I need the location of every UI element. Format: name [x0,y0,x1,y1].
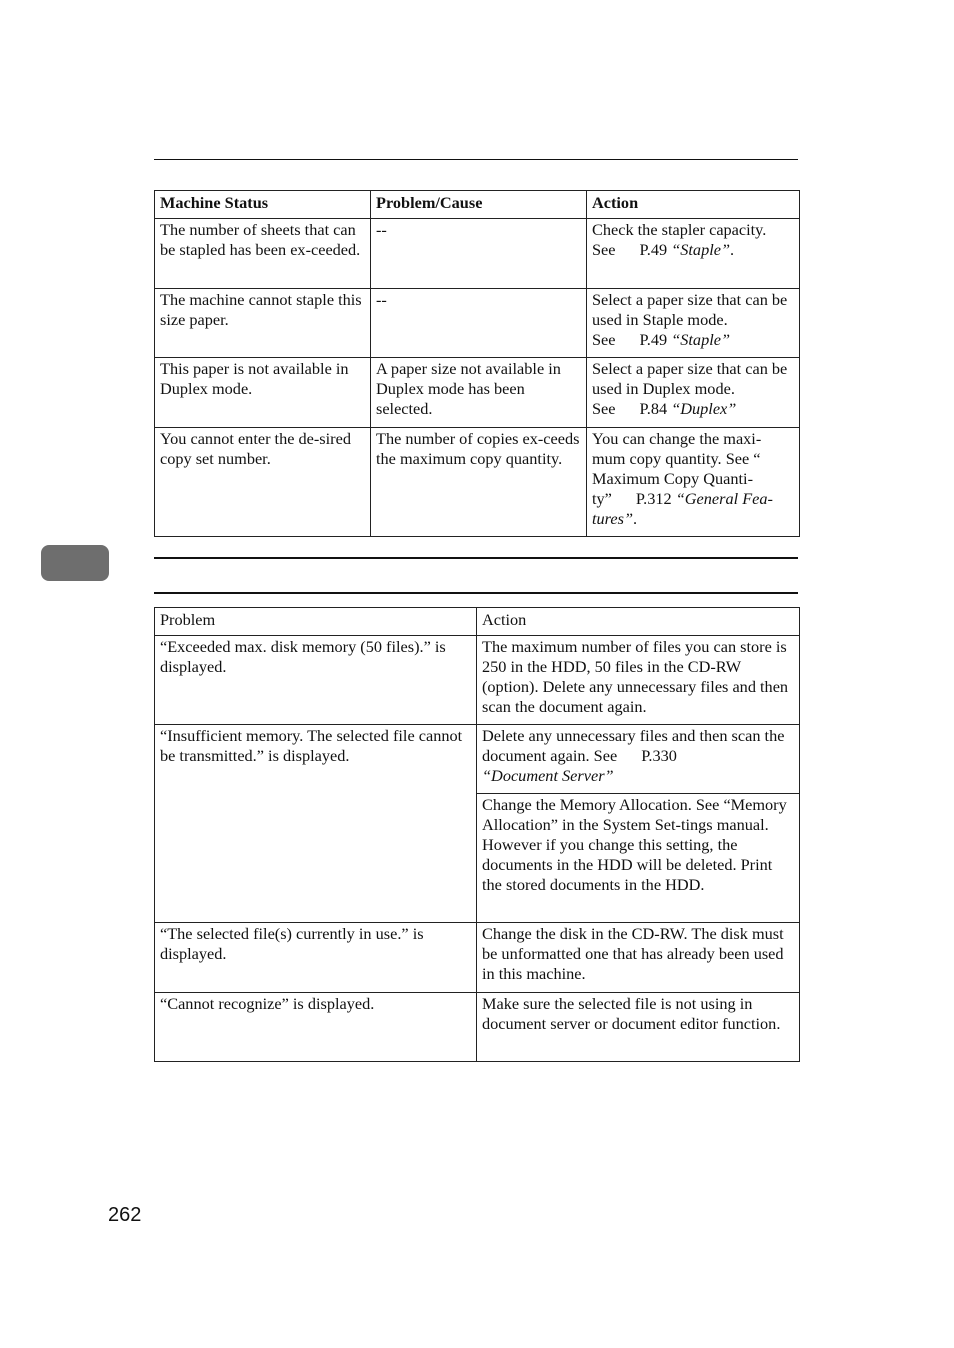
action-text: Check the stapler capacity. See [592,220,767,259]
page-reference: P.84 [639,399,668,418]
problem-cell: “Insufficient memory. The selected file cannot be transmitted.” is displayed. [155,725,477,923]
table-header-row [155,191,800,219]
column-header-problem-cause: Problem/Cause [371,191,587,219]
column-header-problem: Problem [155,608,477,636]
page-reference: P.49 [639,330,668,349]
action-text: Delete any unnecessary files and then scan the document again. See [482,726,785,765]
action-text: Select a paper size that can be used in Staple mode. See [592,290,788,349]
problem-cell: “The selected file(s) currently in use.” is displayed. [155,923,477,993]
page-reference: P.312 [635,489,672,508]
reference-title: “Staple” [671,240,731,259]
reference-title: “Staple” [671,330,731,349]
problem-cause-cell: The number of copies ex-ceeds the maximum copy quantity. [371,428,587,537]
reference-suffix: . [633,509,638,528]
problem-cause-cell: A paper size not available in Duplex mode has been selected. [371,358,587,428]
action-cell [587,289,800,358]
action-cell: Change the disk in the CD-RW. The disk must be unformatted one that has already been used in this machine. [477,923,800,993]
section-rule-bottom [154,592,798,594]
table-row [155,725,800,794]
table-row [155,289,800,358]
table-row [155,428,800,537]
table-row [155,993,800,1062]
action-cell: Make sure the selected file is not using in document server or document editor function. [477,993,800,1062]
problem-cell: “Cannot recognize” is displayed. [155,993,477,1062]
page-reference: P.49 [639,240,668,259]
table-row [155,358,800,428]
table-row [155,219,800,289]
machine-status-cell: The number of sheets that can be stapled has been ex-ceeded. [155,219,371,289]
table-row [155,636,800,725]
header-rule [154,159,798,160]
table-row [155,923,800,993]
table-header-row [155,608,800,636]
machine-status-table [154,190,800,537]
chapter-tab-marker [41,545,109,581]
problem-cause-cell: -- [371,219,587,289]
machine-status-cell: This paper is not available in Duplex mode. [155,358,371,428]
section-rule-top [154,557,798,559]
machine-status-cell: You cannot enter the de-sired copy set number. [155,428,371,537]
action-text: You can change the maxi-mum copy quantity. See “ Maximum Copy Quanti-ty” [592,429,762,508]
action-text: Select a paper size that can be used in Duplex mode. See [592,359,788,418]
action-cell: The maximum number of files you can store is 250 in the HDD, 50 files in the CD-RW (option). Delete any unnecessary files and then scan the document again. [477,636,800,725]
page-number: 262 [108,1204,142,1226]
action-cell [477,725,800,794]
action-cell [587,358,800,428]
reference-title: “Document Server” [482,766,614,785]
column-header-action: Action [587,191,800,219]
problem-cell: “Exceeded max. disk memory (50 files).” is displayed. [155,636,477,725]
column-header-machine-status: Machine Status [155,191,371,219]
action-cell [587,219,800,289]
column-header-action: Action [477,608,800,636]
problem-cause-cell: -- [371,289,587,358]
machine-status-cell: The machine cannot staple this size paper. [155,289,371,358]
action-cell [587,428,800,537]
page-reference: P.330 [641,746,677,765]
reference-title: “General Fea-tures” [592,489,773,528]
reference-title: “Duplex” [671,399,737,418]
reference-suffix: . [730,240,735,259]
action-cell: Change the Memory Allocation. See “Memory Allocation” in the System Set-tings manual. However if you change this setting, the documents in the HDD will be deleted. Print the stored documents in the HDD. [477,794,800,923]
document-server-problem-table [154,607,800,1062]
